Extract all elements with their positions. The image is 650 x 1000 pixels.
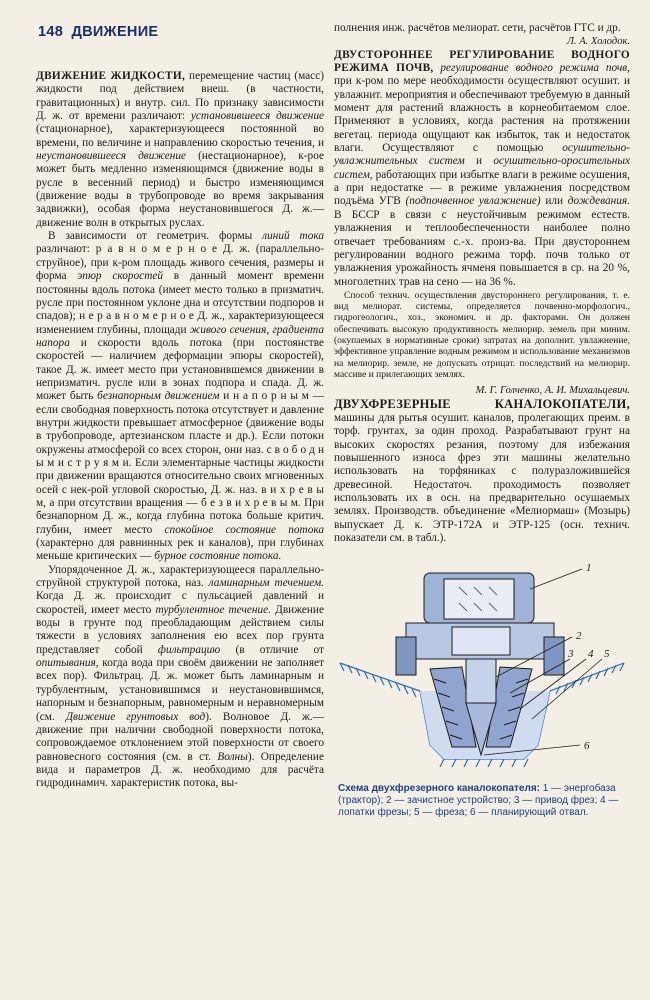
label-3: 3 — [568, 648, 574, 661]
caption-text: 1 — энергобаза (трактор); 2 — зачистное устройство; 3 — привод фрез; 4 — лопатки фрезы; 5 — фреза; 6 — планирующий отвал. — [338, 783, 619, 819]
entry-text: Когда Д. ж. происходит с пульсацией давлений и скоростей, имеет место — [36, 590, 324, 616]
entry-text: Движение воды в грунте под преобладающим действием силы тяжести в условиях заполнения ею всех пор грунта представляет собой — [36, 603, 324, 656]
term: ламинарным течением. — [208, 577, 324, 590]
label-1: 1 — [586, 562, 592, 575]
entry-text: В зависимости от геометрич. формы — [48, 230, 263, 243]
excavator-diagram — [334, 559, 630, 779]
entry-text: (нестационарное), к-рое может быть медленно изменяющимся (движение воды в русле в весенний период) и быстро изменяющимся (движение воды в трубопроводе во время закрывания задвижки), особая форма неустановившегося Д. ж.— движение волн в открытых руслах. — [36, 150, 324, 229]
term: Волны — [217, 750, 248, 763]
entry-text: машины для рытья осушит. каналов, пролегающих преим. в торф. грунтах, за один проход. Разрабатывают грунт на высоких скоростях резания, поэтому для избежания повышенного износа фрез эти машины желательно использовать на торфяниках с полуразложившейся древесиной. Недостаточ. проходимость позволяет использовать их в осн. на предварительно осушаемых землях. Производств. объединение «Мелиормаш» (Мозырь) выпускает Д. к. ЭТР-172А и ЭТР-125 (осн. технич. показатели см. в табл.). — [334, 411, 630, 545]
entry-text: различают: р а в н о м е р н о е Д. ж. (параллельно-струйное), при к-ром площадь живого сечения, размеры и форма — [36, 243, 324, 283]
label-6: 6 — [584, 740, 590, 753]
entry-text: Упорядоченное Д. ж., характеризующееся параллельно-струйной структурой потока, наз. — [36, 563, 324, 590]
term: неустановившееся движение — [36, 150, 186, 163]
excavator-diagram-svg — [334, 559, 630, 779]
entry-text: и н а п о р н ы м — если свободная поверхность потока отсутствует и давление внутри жидкости превышает атмосферное (движение воды в трубопроводе, артезианском пласте и др.). Если потоки окружены атмосферой со всех сторон, они наз. с в о б о д н ы м и с т р у я м и. Если элементарные частицы жидкости при движении вращаются относительно своих мгновенных осей с нек-рой угловой скоростью, Д. ж. наз. в и х р е в ы м, а при отсутствии вращения — б е з в и х р е в ы м. При безнапорном Д. ж., когда глубина потока больше критич. глубин, имеет место — [36, 390, 325, 536]
author-signature: М. Г. Голченко, А. И. Михальцевич. — [475, 385, 630, 397]
entry-text: или — [540, 195, 568, 208]
entry-text: работающих при избытке влаги в режиме осушения, а при недостатке — в режиме увлажнения посредством подъёма УГВ — [334, 168, 630, 208]
term: бурное состояние потока. — [154, 550, 282, 563]
entry-dvustoronnee-regulirovanie — [334, 49, 630, 289]
entry-text: перемещение частиц (масс) жидкости под действием внеш. (в частности, гравитационных) и внутр. сил. По признаку зависимости Д. ж. от времени различают: — [36, 70, 324, 123]
term: осушительно-увлажнительных систем — [334, 142, 630, 168]
entry-dvizhenie-zhidkosti — [36, 70, 324, 230]
term: турбулентное течение. — [155, 603, 271, 616]
term: (подпочвенное увлажнение) — [405, 195, 541, 208]
entry-title: ДВУСТОРОННЕЕ РЕГУЛИРОВАНИЕ ВОДНОГО РЕЖИМА ПОЧВ, — [334, 48, 630, 75]
right-column — [334, 22, 630, 819]
term: осушительно-оросительных систем, — [334, 155, 630, 181]
entry-text: (стационарное), характеризующееся постоянной во времени, по величине и направлению скоростью течения, и — [36, 123, 324, 149]
entry-text: и — [464, 155, 494, 168]
page-number: 148 — [38, 24, 64, 40]
continued-text: полнения инж. расчётов мелиорат. сети, расчётов ГТС и др. — [334, 22, 621, 34]
left-column — [36, 22, 324, 791]
term: установившееся движение — [190, 110, 324, 123]
term: регулирование водного режима почв, — [433, 62, 630, 75]
label-5: 5 — [604, 648, 610, 661]
term: эпюр скоростей — [77, 270, 164, 283]
label-4: 4 — [588, 648, 594, 661]
small-print-block — [334, 291, 630, 381]
small-print-text: Способ технич. осуществления двустороннего регулирования, т. е. вид мелиорат. системы, определяется почвенно-морфологич., гидрогеологич., хоз., экономич. и др. факторами. Он должен обеспечивать высокую продуктивность мелиорир. земель при миним. (окупаемых в нормативные сроки) затратах на дополнит. увлажнение, эффективное управление водным режимом и использование механизмов на мелиорир. земле, не допускать отрицат. последствий на мелиорир. массиве и прилегающих землях. — [334, 290, 630, 380]
term: фильтрацию — [157, 643, 221, 656]
entry-text: ). Определение вида и параметров Д. ж. необходимо для расчёта гидродинамич. характеристик потока, вы- — [36, 750, 324, 790]
term: безнапорным движением — [97, 390, 220, 403]
term: дождевания. — [567, 195, 630, 208]
paragraph — [36, 564, 324, 791]
entry-title: ДВУХФРЕЗЕРНЫЕ КАНАЛОКОПАТЕЛИ, — [334, 396, 630, 411]
figure-caption — [334, 783, 630, 819]
entry-text: ). Волновое Д. ж.— движение при наличии свободной поверхности потока, сопровождаемое отклонением этой поверхности от своего равновесного состояния (см. в ст. — [36, 710, 324, 763]
term: спокойное состояние потока — [164, 523, 324, 536]
entry-text: В БССР в связи с неустойчивым режимом естеств. увлажнения и теплообеспеченности наиболее полно отвечает требованиям с.-х. произ-ва. При двустороннем регулировании водного режима торф. почв только от увлажнения урожайность ячменя повышается в ср. на 20 %, многолетних трав на сено — на 36 %. — [334, 208, 630, 288]
entry-text: (характерно для равнинных рек и каналов), при глубинах меньше критических — — [36, 537, 324, 563]
term: линий тока — [262, 230, 324, 243]
term: живого сечения, градиента напора — [36, 323, 325, 349]
entry-text: при к-ром по мере необходимости осуществляют осушит. и увлажнит. мероприятия и обеспечивают требуемую в данный момент для растений влажность в корнеобитаемом слое. Применяют в условиях, когда растения на протяжении вегетац. периода ощущают как избыток, так и недостаток влаги. Осуществляют с помощью — [334, 75, 630, 155]
entry-text: когда вода при своём движении не заполняет всех пор). Фильтрац. Д. ж. может быть ламинарным и турбулентным, установившимся и неустановившимся, напорным и безнапорным, равномерным и неравномерным (см. — [36, 657, 324, 723]
term: опитывания, — [36, 657, 99, 670]
caption-title: Схема двухфрезерного каналокопателя: — [338, 783, 540, 795]
entry-title: ДВИЖЕНИЕ ЖИДКОСТИ, — [36, 70, 186, 82]
entry-text: в данный момент времени постоянны вдоль потока (имеет место только в призматич. русле при постоянном уклоне дна и отсутствии подпоров и спадов); н е р а в н о м е р н о е Д. ж., характеризующееся изменением глубины, площади — [36, 270, 324, 336]
author-signature: Л. А. Холодок. — [566, 36, 630, 48]
term: Движение грунтовых вод — [65, 710, 206, 723]
label-2: 2 — [576, 630, 582, 643]
entry-text: (в отличие от — [220, 643, 324, 656]
entry-text: и скорости вдоль потока (при постоянстве скоростей — наличием деформации эпюры скоростей), такое Д. ж. имеет место при установившемся движении в непризматич. русле или в зонах подпора и спада. Д. ж. может быть — [36, 336, 324, 403]
paragraph — [36, 230, 324, 564]
entry-dvukhfrezernye-kanalokopateli — [334, 398, 630, 546]
running-head: ДВИЖЕНИЕ — [71, 24, 159, 40]
